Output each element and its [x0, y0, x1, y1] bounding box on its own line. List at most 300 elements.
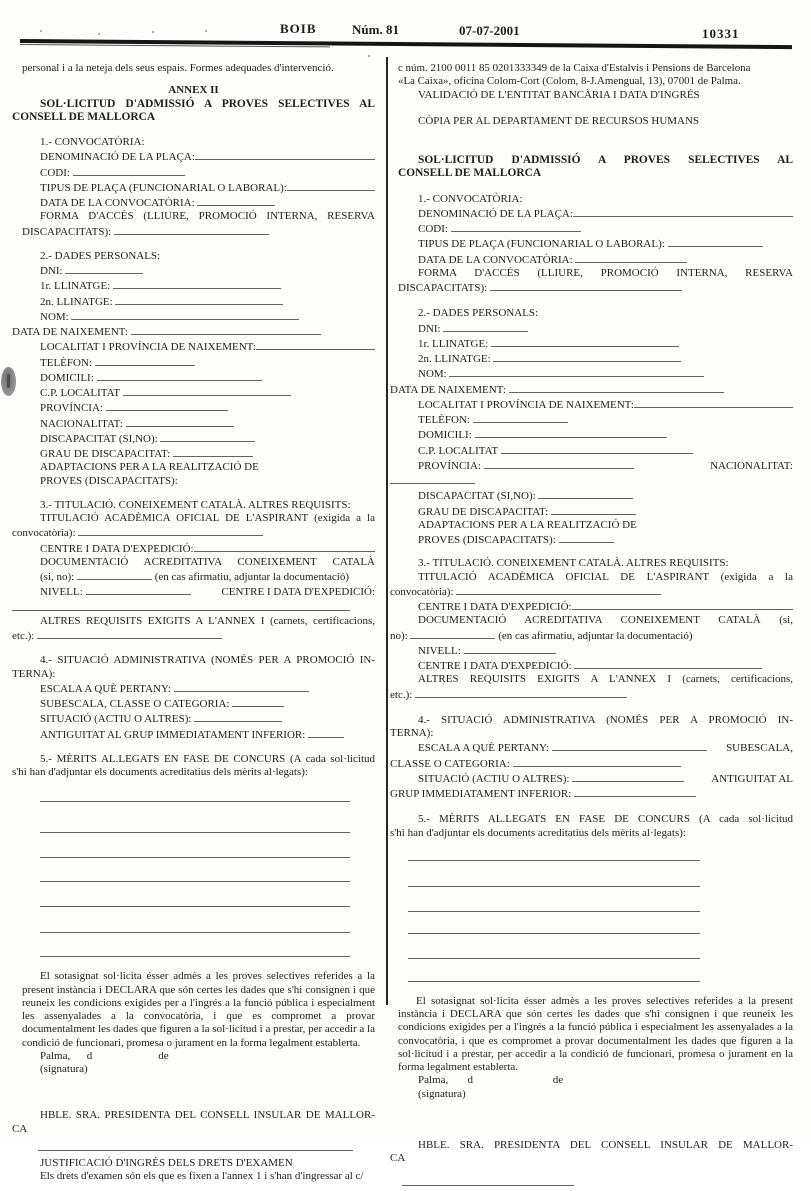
form-label: DOCUMENTACIÓ ACREDITATIVA CONEIXEMENT CATALÀ — [40, 555, 375, 568]
form-label: TITULACIÓ ACADÈMICA OFICIAL DE L'ASPIRANT (exigida a la — [418, 570, 793, 583]
form-line — [40, 584, 375, 599]
form-label: GRUP IMMEDIATAMENT INFERIOR: — [390, 788, 572, 800]
form-line — [390, 687, 793, 702]
form-line — [390, 827, 793, 840]
form-label: NIVELL: — [40, 586, 83, 599]
blank-field — [106, 400, 228, 411]
form-line — [418, 740, 793, 755]
form-label: TELÈFON: — [40, 356, 92, 369]
blank-field — [123, 385, 291, 396]
blank-field — [77, 569, 152, 580]
form-line — [40, 1050, 375, 1063]
form-line — [418, 599, 793, 614]
form-label: 1.- CONVOCATÒRIA: — [418, 192, 523, 205]
form-label: Palma, d de — [40, 1049, 169, 1062]
form-label-group — [40, 584, 191, 599]
form-label: 3.- TITULACIÓ. CONEIXEMENT CATALÀ. ALTRES REQUISITS: — [418, 557, 729, 570]
publication-date: 07-07-2001 — [459, 23, 520, 38]
form-line — [40, 180, 375, 195]
form-line — [40, 149, 375, 164]
form-line — [22, 224, 375, 239]
form-line — [40, 400, 375, 415]
form-label: SOL·LICITUD D'ADMISSIÓ A PROVES SELECTIVES AL — [40, 97, 375, 110]
form-label: LOCALITAT I PROVÍNCIA DE NAIXEMENT: — [40, 341, 256, 354]
form-label: TIPUS DE PLAÇA (FUNCIONARIAL O LABORAL): — [40, 181, 287, 194]
blank-field — [552, 740, 707, 751]
form-line — [40, 1170, 375, 1183]
form-label: DENOMINACIÓ DE LA PLAÇA: — [40, 151, 195, 164]
form-line — [40, 753, 375, 766]
form-label: 2n. LLINATGE: — [418, 353, 491, 365]
blank-field — [113, 278, 281, 289]
form-line — [418, 321, 793, 336]
form-label: Palma, d de — [418, 1074, 564, 1087]
blank-field — [572, 599, 793, 610]
form-line — [418, 504, 793, 519]
form-label: c núm. 2100 0011 85 0201333349 de la Caixa d'Estalvis i Pensions de Barcelona — [398, 62, 751, 74]
form-line — [40, 681, 375, 696]
scan-speckle — [205, 30, 207, 32]
blank-field — [126, 416, 234, 427]
form-label: DISCAPACITATS): — [22, 225, 112, 238]
form-label: CONSELL DE MALLORCA — [12, 110, 156, 123]
form-label: DATA DE NAIXEMENT: — [12, 326, 128, 338]
form-label: Els drets d'examen són els que es fixen a l'annex 1 i s'han d'ingressar al c/ — [40, 1170, 364, 1183]
form-line — [40, 339, 375, 354]
form-line — [390, 1152, 793, 1165]
issue-number: Núm. 81 — [352, 22, 399, 37]
form-line — [40, 541, 375, 556]
form-label: CLASSE O CATEGORIA: — [390, 757, 510, 770]
blank-field — [173, 446, 253, 457]
form-line — [40, 309, 375, 324]
form-line — [418, 336, 793, 351]
form-line — [418, 206, 793, 221]
form-label: 3.- TITULACIÓ. CONEIXEMENT CATALÀ. ALTRES REQUISITS: — [40, 498, 351, 511]
form-label: DISCAPACITAT (SI,NO): — [418, 490, 536, 503]
blank-field — [464, 643, 556, 654]
form-line — [12, 84, 375, 97]
blank-line — [408, 933, 700, 934]
blank-field — [410, 628, 495, 639]
blank-field — [473, 412, 568, 423]
form-label: 1.- CONVOCATÒRIA: — [40, 136, 145, 148]
form-line — [418, 221, 793, 236]
form-line — [40, 512, 375, 525]
form-line — [418, 267, 793, 280]
form-line — [418, 714, 793, 727]
form-label: NACIONALITAT: — [710, 459, 793, 472]
form-label: CA — [390, 1152, 406, 1164]
form-label: DATA DE NAIXEMENT: — [390, 383, 506, 396]
form-label: DENOMINACIÓ DE LA PLAÇA: — [418, 207, 573, 220]
form-line — [12, 668, 375, 681]
scan-speckle — [98, 33, 100, 35]
form-line — [390, 756, 793, 771]
form-line — [418, 252, 793, 267]
blank-field — [575, 252, 687, 263]
blank-field — [97, 370, 262, 381]
form-line — [40, 263, 375, 278]
form-line — [40, 136, 375, 149]
form-label: C.P. LOCALITAT — [40, 387, 120, 399]
form-line — [40, 416, 375, 431]
form-line — [40, 711, 375, 726]
form-line — [40, 1157, 375, 1170]
form-line — [398, 62, 793, 75]
form-line — [40, 195, 375, 210]
form-line — [40, 499, 375, 512]
form-label: s'hi han d'adjuntar els documents acreditatius dels mèrits al·legats): — [12, 766, 308, 778]
form-label: PROVES (DISCAPACITATS): — [418, 534, 556, 546]
form-label: 4.- SITUACIÓ ADMINISTRATIVA (NOMÉS PER A PROMOCIÓ IN- — [40, 654, 375, 667]
form-line — [390, 382, 793, 397]
blank-line — [40, 881, 350, 882]
form-line — [418, 643, 793, 658]
blank-field — [574, 786, 696, 797]
form-label: DOMICILI: — [418, 429, 472, 442]
form-line — [418, 366, 793, 381]
form-line — [390, 628, 793, 643]
blank-field — [131, 324, 321, 335]
blank-field — [574, 658, 762, 669]
form-label: CENTRE I DATA D'EXPEDICIÓ: — [221, 586, 375, 599]
form-line — [390, 584, 793, 599]
blank-line — [40, 801, 350, 802]
blank-field — [415, 687, 627, 698]
form-line — [22, 970, 375, 1050]
form-line — [398, 75, 793, 88]
form-label: VALIDACIÓ DE L'ENTITAT BANCÀRIA I DATA D'INGRÉS — [418, 88, 700, 101]
form-label: SITUACIÓ (ACTIU O ALTRES): — [40, 713, 192, 726]
form-line — [418, 557, 793, 570]
form-label: CÒPIA PER AL DEPARTAMENT DE RECURSOS HUMANS — [418, 114, 700, 127]
form-label: LOCALITAT I PROVÍNCIA DE NAIXEMENT: — [418, 398, 634, 411]
blank-field — [456, 584, 661, 595]
form-label: DNI: — [418, 322, 441, 335]
form-label-group — [418, 458, 634, 473]
form-line — [402, 1175, 793, 1190]
form-line — [40, 355, 375, 370]
form-line — [40, 1063, 375, 1076]
blank-field — [451, 221, 581, 232]
blank-field — [115, 294, 283, 305]
form-line — [40, 446, 375, 461]
form-line — [418, 673, 793, 686]
form-label: DATA DE LA CONVOCATÒRIA: — [40, 197, 195, 209]
form-label: DISCAPACITATS): — [398, 282, 488, 294]
blank-line — [408, 886, 700, 887]
form-line — [40, 294, 375, 309]
form-label: CA — [12, 1122, 28, 1135]
blank-field — [501, 443, 693, 454]
form-line — [40, 654, 375, 667]
blank-field — [484, 458, 634, 469]
form-label: TERNA): — [390, 727, 434, 739]
form-label: SUBESCALA, CLASSE O CATEGORIA: — [40, 698, 230, 710]
blank-field — [402, 1175, 574, 1186]
blank-field — [493, 351, 681, 362]
scan-speckle — [40, 30, 42, 32]
form-label: PROVES (DISCAPACITATS): — [40, 474, 178, 487]
form-label: 5.- MÈRITS AL.LEGATS EN FASE DE CONCURS (A cada sol·licitud — [40, 752, 375, 765]
form-label: ESCALA A QUÈ PERTANY: — [418, 742, 549, 755]
form-label: ALTRES REQUISITS EXIGITS A L'ANNEX I (carnets, certificacions, — [418, 673, 793, 686]
form-line — [418, 1139, 793, 1152]
form-label: etc.): — [390, 688, 413, 701]
blank-field — [71, 309, 299, 320]
form-line — [12, 324, 375, 339]
form-label: (signatura) — [40, 1063, 88, 1075]
blank-field — [37, 628, 222, 639]
form-label: PROVÍNCIA: — [418, 459, 481, 472]
form-line — [418, 571, 793, 584]
form-line — [418, 443, 793, 458]
form-line — [12, 111, 375, 124]
form-label: ADAPTACIONS PER A LA REALITZACIÓ DE — [40, 461, 259, 474]
form-line — [418, 532, 793, 547]
form-line — [390, 473, 793, 488]
form-line — [418, 771, 793, 786]
blank-field — [287, 180, 375, 191]
blank-field — [65, 263, 143, 274]
form-label: TERNA): — [12, 667, 56, 680]
form-label: DATA DE LA CONVOCATÒRIA: — [418, 253, 573, 266]
blank-field — [538, 488, 633, 499]
form-label: NOM: — [418, 368, 447, 381]
form-label: (en cas afirmatiu, adjuntar la documentació) — [151, 571, 349, 583]
blank-field — [509, 382, 724, 393]
blank-line — [40, 956, 350, 957]
form-line — [418, 488, 793, 503]
form-line — [418, 1088, 793, 1101]
form-label: CODI: — [418, 223, 448, 235]
form-label: TELÈFON: — [418, 414, 470, 426]
blank-field — [174, 681, 309, 692]
form-line — [40, 475, 375, 488]
blank-field — [95, 355, 195, 366]
blank-field — [634, 397, 793, 408]
form-label: DOCUMENTACIÓ ACREDITATIVA CONEIXEMENT CATALÀ (si, — [418, 614, 793, 627]
form-label: DOMICILI: — [40, 371, 94, 384]
form-label: PROVÍNCIA: — [40, 402, 103, 415]
scan-speckle — [152, 31, 154, 33]
form-line — [40, 165, 375, 180]
form-label: NIVELL: — [418, 644, 461, 657]
form-line — [40, 1109, 375, 1122]
form-label: GRAU DE DISCAPACITAT: — [40, 448, 171, 460]
form-label: ALTRES REQUISITS EXIGITS A L'ANNEX I (carnets, certificacions, — [40, 614, 375, 627]
blank-line — [408, 911, 700, 912]
form-line — [418, 154, 793, 167]
form-label: (en cas afirmatiu, adjuntar la documentació) — [495, 629, 693, 642]
form-line — [418, 813, 793, 826]
form-line — [40, 556, 375, 569]
form-line — [40, 461, 375, 474]
form-label: s'hi han d'adjuntar els documents acreditatius dels mèrits al·legats): — [390, 826, 686, 839]
form-label: ESCALA A QUÈ PERTANY: — [40, 682, 171, 695]
form-line — [418, 1074, 793, 1087]
form-label: NACIONALITAT: — [40, 417, 123, 430]
form-line — [418, 307, 793, 320]
form-label: convocatòria): — [12, 527, 76, 540]
form-line — [418, 614, 793, 627]
form-label: SUBESCALA, — [726, 742, 793, 755]
blank-field — [194, 711, 282, 722]
blank-field — [475, 427, 667, 438]
form-line — [22, 62, 375, 75]
blank-line — [40, 832, 350, 833]
blank-field — [160, 431, 255, 442]
form-label: HBLE. SRA. PRESIDENTA DEL CONSELL INSULAR DE MALLOR- — [418, 1138, 793, 1151]
form-line — [418, 236, 793, 251]
form-line — [418, 397, 793, 412]
blank-field — [551, 504, 636, 515]
form-line — [418, 412, 793, 427]
blank-field — [513, 756, 681, 767]
form-line — [40, 370, 375, 385]
form-line — [398, 167, 793, 180]
blank-field — [572, 771, 684, 782]
form-line — [418, 89, 793, 102]
blank-field — [86, 584, 191, 595]
form-line — [38, 1140, 375, 1155]
blank-field — [194, 541, 375, 552]
blank-line — [40, 906, 350, 907]
form-line — [40, 696, 375, 711]
form-label: DISCAPACITAT (SI,NO): — [40, 432, 158, 445]
form-line — [40, 278, 375, 293]
form-label: personal i a la neteja dels seus espais. Formes adequades d'intervenció. — [22, 62, 334, 74]
form-line — [418, 458, 793, 473]
blank-line — [408, 981, 700, 982]
blank-field — [491, 336, 679, 347]
right-column-form — [390, 62, 793, 1191]
form-label: convocatòria): — [390, 585, 454, 598]
blank-field — [449, 366, 704, 377]
form-label: ANNEX II — [168, 84, 219, 97]
form-line — [398, 995, 793, 1075]
blank-field — [197, 195, 275, 206]
form-label: (signatura) — [418, 1087, 466, 1100]
blank-field — [573, 206, 793, 217]
journal-title: BOIB — [280, 21, 317, 36]
blank-field — [12, 600, 350, 611]
form-label: CENTRE I DATA D'EXPEDICIÓ: — [418, 660, 572, 672]
blank-field — [443, 321, 528, 332]
form-line — [418, 193, 793, 206]
blank-line — [408, 860, 700, 861]
form-label: CENTRE I DATA D'EXPEDICIÓ: — [418, 601, 572, 613]
form-label: FORMA D'ACCÉS (LLIURE, PROMOCIÓ INTERNA, RESERVA — [40, 210, 375, 223]
form-label: TITULACIÓ ACADÈMICA OFICIAL DE L'ASPIRANT (exigida a la — [40, 512, 375, 524]
left-column-form — [12, 62, 375, 1184]
form-label: C.P. LOCALITAT — [418, 444, 498, 457]
form-label: «La Caixa», oficina Colom-Cort (Colom, 8-J.Amengual, 13), 07001 de Palma. — [398, 75, 741, 88]
form-label: DNI: — [40, 265, 63, 277]
form-label: TIPUS DE PLAÇA (FUNCIONARIAL O LABORAL): — [418, 238, 665, 251]
blank-field — [114, 224, 269, 235]
page-number: 10331 — [702, 26, 740, 41]
form-line — [12, 628, 375, 643]
form-line — [40, 727, 375, 742]
blank-field — [195, 149, 375, 160]
form-label: CENTRE I DATA D'EXPEDICIÓ: — [40, 542, 194, 555]
form-label: 5.- MÈRITS AL.LEGATS EN FASE DE CONCURS (A cada sol·licitud — [418, 813, 793, 826]
form-line — [418, 519, 793, 532]
form-label: (si, no): — [40, 571, 75, 583]
form-line — [40, 98, 375, 111]
form-line — [40, 569, 375, 584]
blank-line — [408, 958, 700, 959]
form-label: SOL·LICITUD D'ADMISSIÓ A PROVES SELECTIVES AL — [418, 154, 793, 166]
form-label: 2.- DADES PERSONALS: — [418, 307, 539, 320]
blank-field — [668, 236, 763, 247]
form-line — [418, 658, 793, 673]
form-line — [40, 210, 375, 223]
form-label: CODI: — [40, 166, 70, 179]
blank-field — [256, 339, 375, 350]
form-line — [40, 615, 375, 628]
form-label: FORMA D'ACCÉS (LLIURE, PROMOCIÓ INTERNA, RESERVA — [418, 266, 793, 279]
form-line — [12, 766, 375, 779]
form-label: 4.- SITUACIÓ ADMINISTRATIVA (NOMÉS PER A PROMOCIÓ IN- — [418, 713, 793, 726]
form-label: El sotasignat sol·licita ésser admès a les proves selectives referides a la present instància i DECLARA que són certes les dades que s'hi consignen i que reuneix les condicions exigides per a l'ingrés a la funció pública i especialment les assenyalades a la convocatòria, i que es compromet a provar documentalment les dades que figuren a la sol·licitud i a prestar, per accedir a la condició de funcionari, promesa o jurament en la forma legalment establerta. — [398, 994, 793, 1073]
form-label: HBLE. SRA. PRESIDENTA DEL CONSELL INSULAR DE MALLOR- — [40, 1109, 375, 1122]
blank-line — [40, 857, 350, 858]
blank-line — [40, 932, 350, 933]
blank-field — [308, 727, 344, 738]
form-line — [12, 1123, 375, 1136]
form-line — [390, 786, 793, 801]
scan-speckle — [368, 55, 370, 57]
blank-field — [559, 532, 614, 543]
blank-field — [232, 696, 284, 707]
form-label: ANTIGUITAT AL GRUP IMMEDIATAMENT INFERIOR: — [40, 728, 306, 741]
form-label: ADAPTACIONS PER A LA REALITZACIÓ DE — [418, 518, 637, 531]
form-line — [40, 250, 375, 263]
blank-field — [73, 165, 185, 176]
form-line — [418, 115, 793, 128]
blank-field — [38, 1140, 353, 1151]
header-rule — [20, 39, 792, 49]
form-label: no): — [390, 629, 408, 642]
form-label: NOM: — [40, 310, 69, 323]
form-label: ANTIGUITAT AL — [711, 772, 793, 785]
column-divider — [386, 57, 388, 1005]
form-line — [12, 600, 375, 615]
form-line — [398, 280, 793, 295]
form-line — [12, 525, 375, 540]
form-label: etc.): — [12, 630, 35, 642]
form-line — [40, 385, 375, 400]
form-label: El sotasignat sol·licita ésser admès a les proves selectives referides a la present instància i DECLARA que són certes les dades que s'hi consignen i que reuneix les condicions exigides per a l'ingrés a la funció pública i especialment les assenyalades a la convocatòria, i que es compromet a provar documentalment les dades que figuren a la sol·licitud i a prestar, per accedir a la condició de funcionari, promesa o jurament en la forma legalment establerta. — [22, 970, 375, 1049]
blank-field — [390, 473, 475, 484]
blank-field — [78, 525, 263, 536]
form-label: JUSTIFICACIÓ D'INGRÉS DELS DRETS D'EXAMEN — [40, 1157, 293, 1169]
form-label-group — [418, 740, 707, 755]
blank-field — [490, 280, 682, 291]
form-label: GRAU DE DISCAPACITAT: — [418, 505, 549, 518]
form-label: CONSELL DE MALLORCA — [398, 167, 542, 180]
form-line — [390, 727, 793, 740]
form-label: 1r. LLINATGE: — [418, 337, 489, 350]
form-line — [418, 351, 793, 366]
form-line — [40, 431, 375, 446]
form-label: 1r. LLINATGE: — [40, 280, 111, 293]
form-label-group — [418, 771, 684, 786]
form-label: 2n. LLINATGE: — [40, 295, 113, 308]
